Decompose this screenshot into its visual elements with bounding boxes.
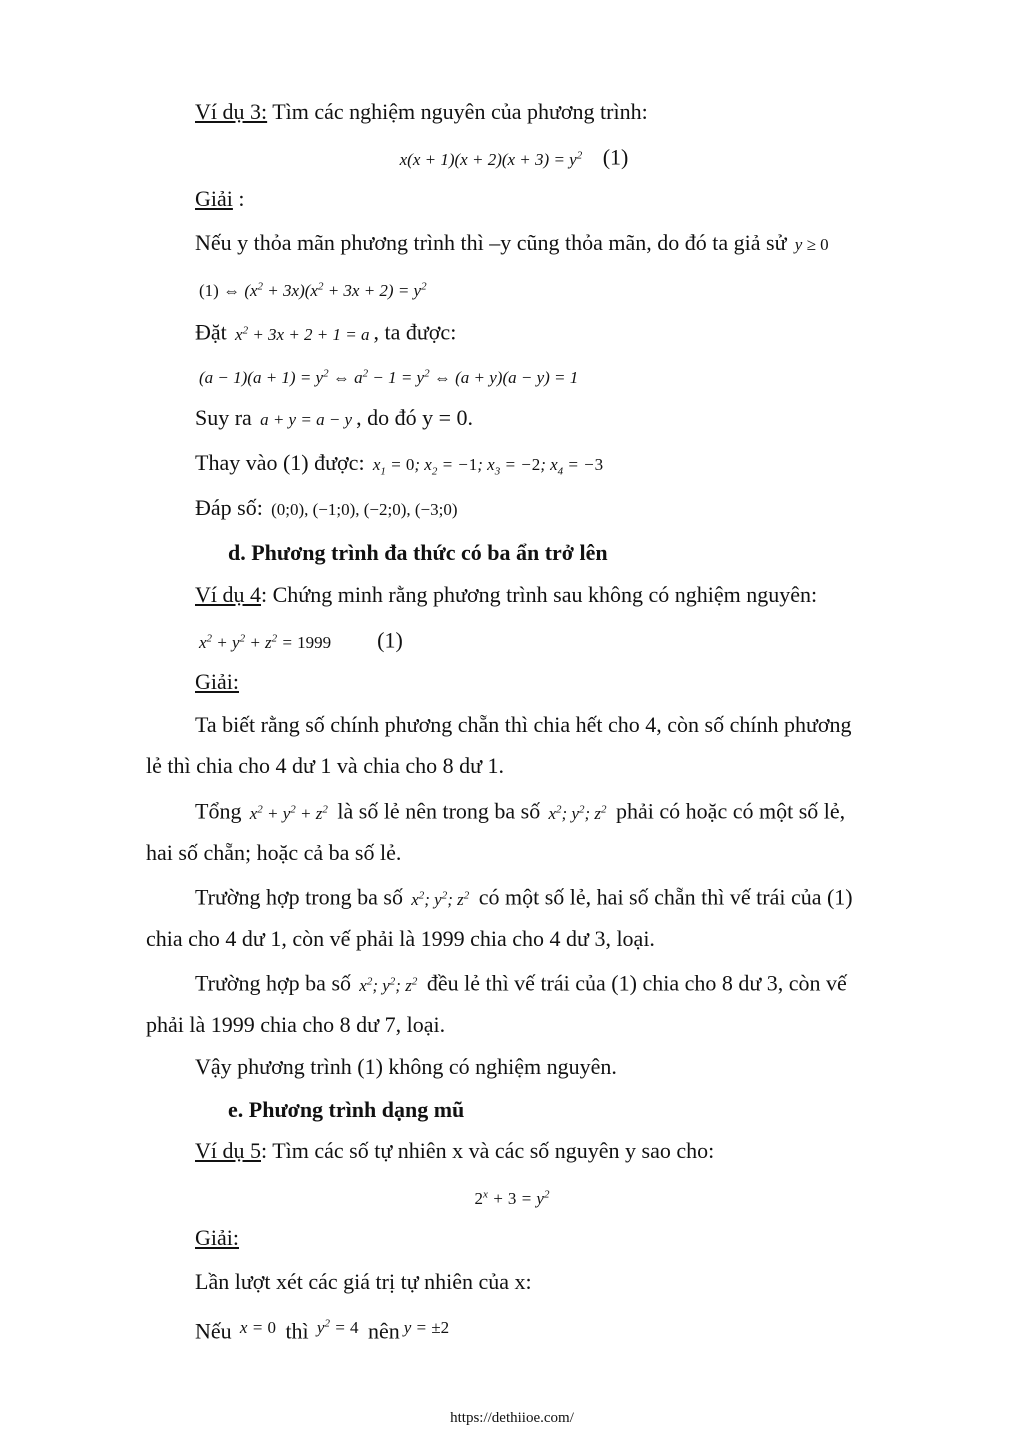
footer-url: https://dethiioe.com/ [450, 1410, 574, 1426]
equation-3: $2^x + 3 = y^2$ [474, 1188, 550, 1208]
paragraph-4-line-2: phải là 1999 chia cho 8 dư 7, loại. [146, 1012, 446, 1037]
equivalence-line: (1) ⇔ $(x^2 + 3x)(x^2 + 3x + 2) = y^2$ [199, 280, 427, 300]
paragraph-4-a: Trường hợp ba số [195, 970, 352, 996]
solution-heading-1 [0, 185, 1024, 213]
deduction-pre: Suy ra [195, 405, 252, 430]
example-4-label: Ví dụ 4 [195, 582, 261, 607]
deduction-post: , do đó y = 0. [356, 405, 474, 430]
paragraph-2-b: là số lẻ nên trong ba số [337, 798, 541, 824]
paragraph-2-line-2: hai số chẵn; hoặc cả ba số lẻ. [146, 840, 402, 865]
case-x0-line: Nếu $^{x = 0}$ thì $^{y^2 = 4}$ nên $^{y = \pm 2}$ [195, 1317, 450, 1344]
natural-values-line: Lần lượt xét các giá trị tự nhiên của x: [195, 1269, 532, 1294]
example-4-text: : Chứng minh rằng phương trình sau không có nghiệm nguyên: [261, 582, 818, 607]
substitution-line: Đặt $x^2 + 3x + 2 + 1 = a$ , ta được: [195, 319, 457, 345]
equation-2: $x^2 + y^2 + z^2 = 1999$ (1) [199, 627, 403, 653]
example-3-line [0, 98, 1024, 126]
paragraph-2-line-1: Tổng $x^2 + y^2 + z^2$ là số lẻ nên trong ba số $x^2$; $y^2$; $z^2$ phải có hoặc có một số lẻ, [195, 798, 846, 824]
paragraph-3-line-2: chia cho 4 dư 1, còn vế phải là 1999 chia cho 4 dư 3, loại. [146, 926, 655, 951]
solution-heading-2 [0, 668, 1024, 696]
paragraph-2-a: Tổng [195, 798, 242, 824]
example-3-text: Tìm các nghiệm nguyên của phương trình: [267, 99, 648, 124]
solution-label-2: Giải: [195, 669, 239, 694]
substitution-pre: Đặt [195, 319, 227, 345]
paragraph-4-line-1: Trường hợp ba số $x^2$; $y^2$; $z^2$ đều lẻ thì vế trái của (1) chia cho 8 dư 3, còn vế [195, 970, 847, 996]
example-5-text: : Tìm các số tự nhiên x và các số nguyên y sao cho: [261, 1138, 715, 1163]
example-5-line [0, 1137, 1024, 1165]
paragraph-3-a: Trường hợp trong ba số [195, 884, 403, 910]
roots-pre: Thay vào (1) được: [195, 450, 365, 475]
paragraph-3-line-1: Trường hợp trong ba số $x^2$; $y^2$; $z^2$ có một số lẻ, hai số chẵn thì vế trái của (1) [195, 884, 853, 910]
substitution-post: , ta được: [373, 319, 457, 345]
case-if: Nếu [195, 1318, 232, 1344]
factor-line: $(a - 1)(a + 1) = y^2$ ⇔ $a^2 - 1 = y^2$ ⇔ (a + y)(a − y) = 1 [199, 367, 579, 387]
section-heading-d: d. Phương trình đa thức có ba ẩn trở lên [228, 540, 608, 565]
equation-1: $x(x + 1)(x + 2)(x + 3) = y^2$ (1) [399, 144, 629, 170]
paragraph-4-b: đều lẻ thì vế trái của (1) chia cho 8 dư 3, còn vế [426, 970, 847, 996]
equation-2-number: (1) [377, 627, 403, 653]
answer-line: Đáp số: (0;0), (−1;0), (−2;0), (−3;0) [195, 495, 458, 520]
equation-1-number: (1) [602, 144, 629, 170]
example-4-line [0, 581, 1024, 609]
deduction-line: Suy ra a + y = a − y , do đó y = 0. [195, 405, 474, 430]
section-heading-e: e. Phương trình dạng mũ [228, 1097, 465, 1122]
solution-label-1-colon: : [232, 186, 245, 211]
solution-label-1: Giải [195, 186, 233, 211]
example-3-label: Ví dụ 3: [195, 99, 268, 124]
solution-1-line-1: Nếu y thỏa mãn phương trình thì –y cũng thỏa mãn, do đó ta giả sử y ≥ 0 [195, 230, 829, 255]
paragraph-1-line-1: Ta biết rằng số chính phương chẵn thì chia hết cho 4, còn số chính phương [195, 712, 852, 737]
solution-heading-3 [0, 1224, 1024, 1252]
paragraph-3-b: có một số lẻ, hai số chẵn thì vế trái của (1) [478, 884, 853, 910]
assume-text: Nếu y thỏa mãn phương trình thì –y cũng thỏa mãn, do đó ta giả sử [195, 230, 787, 255]
case-so: nên [367, 1318, 400, 1344]
case-then: thì [285, 1318, 309, 1344]
example-5-label: Ví dụ 5 [195, 1138, 261, 1163]
answer-label: Đáp số: [195, 495, 263, 520]
conclusion-line: Vậy phương trình (1) không có nghiệm nguyên. [195, 1054, 617, 1079]
solution-label-3: Giải: [195, 1225, 239, 1250]
paragraph-2-c: phải có hoặc có một số lẻ, [616, 798, 846, 824]
paragraph-1-line-2: lẻ thì chia cho 4 dư 1 và chia cho 8 dư 1. [146, 753, 505, 778]
roots-line: Thay vào (1) được: $x_1 = 0$; $x_2 = -1$; $x_3 = -2$; $x_4 = -3$ [195, 450, 604, 478]
